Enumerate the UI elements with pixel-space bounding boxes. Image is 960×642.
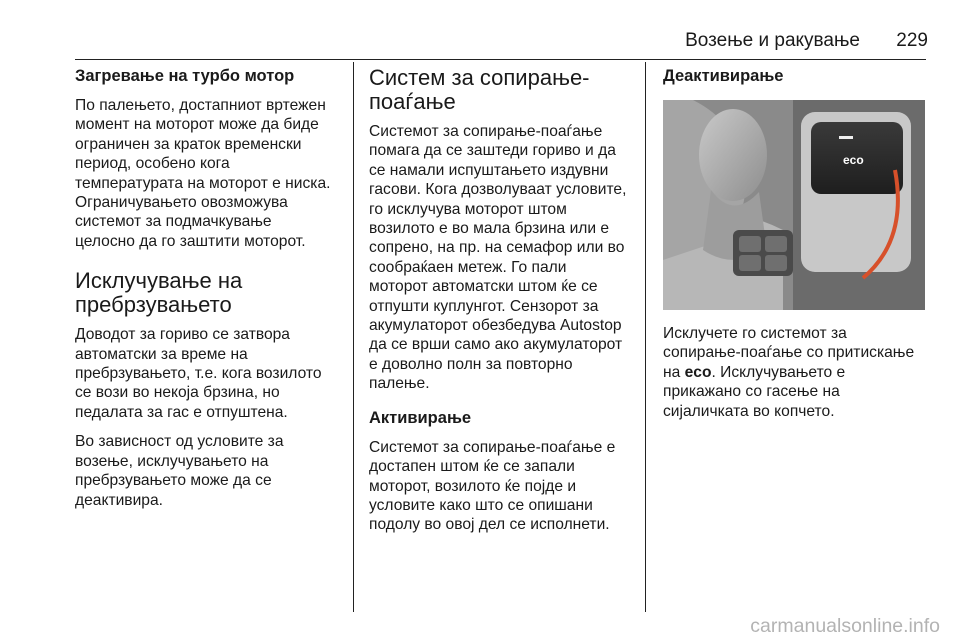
deactivation-text-part-1: Исклучете го системот за сопирање-поаѓање со притискање на: [663, 325, 915, 381]
right-column: [663, 66, 931, 431]
deactivation-text-part-2: . Исклучувањето е прикажано со гасење на сијаличката во копчето.: [663, 363, 846, 420]
eco-button-figure: [663, 100, 925, 310]
turbo-text: По палењето, достапниот вртежен момент на моторот може да биде ограничен за краток временски период, особено кога температурата на моторот е ниска. Ограничувањето овозможува системот за подмачкување целосно да го заштити моторот.: [75, 97, 331, 250]
fuel-cut-heading: Исклучување на пребрзувањето: [75, 268, 243, 318]
running-header-title: Возење и ракување: [685, 30, 860, 51]
turbo-heading: Загревање на турбо мотор: [75, 67, 295, 85]
eco-term: eco: [684, 363, 712, 381]
stop-start-text: Системот за сопирање-поаѓање помага да се заштеди гориво и да се намали испуштањето издувни гасови. Кога дозволуваат условите, го исклучува моторот штом возилото е во мала брзина или е сопрено, на пр. на семафор или во сообраќаен метеж. Го пали моторот автоматски штом ќе се отпушти куплунгот. Сензорот за акумулаторот обезбедува Autostop да се врши само ако акумулаторот е доволно полн за повторно палење.: [369, 123, 627, 393]
deactivation-text: [663, 324, 931, 421]
eco-button-illustration: [663, 100, 925, 310]
middle-column: [369, 66, 639, 545]
activation-heading: Активирање: [369, 408, 472, 427]
activation-text: Системот за сопирање-поаѓање е достапен штом ќе се запали моторот, возилото ќе појде и условите како што се опишани подолу во овој дел се исполнети.: [369, 438, 616, 534]
deactivation-heading: Деактивирање: [663, 67, 784, 85]
left-column: [75, 66, 347, 520]
column-divider-right: [645, 62, 646, 612]
page-number: 229: [896, 30, 928, 51]
eco-button-label: eco: [843, 153, 864, 167]
stop-start-heading: Систем за сопирање- поаѓање: [369, 65, 590, 114]
header-rule: [75, 59, 926, 60]
column-divider-left: [353, 62, 354, 612]
fuel-cut-text-2: Во зависност од условите за возење, исклучувањето на пребрзувањето може да се деактивира.: [75, 433, 284, 509]
fuel-cut-text-1: Доводот за гориво се затвора автоматски за време на пребрзувањето, т.е. кога возилото се вози во некоја брзина, но педалата за гас е отпуштена.: [75, 326, 322, 421]
watermark: carmanualsonline.info: [750, 615, 940, 637]
